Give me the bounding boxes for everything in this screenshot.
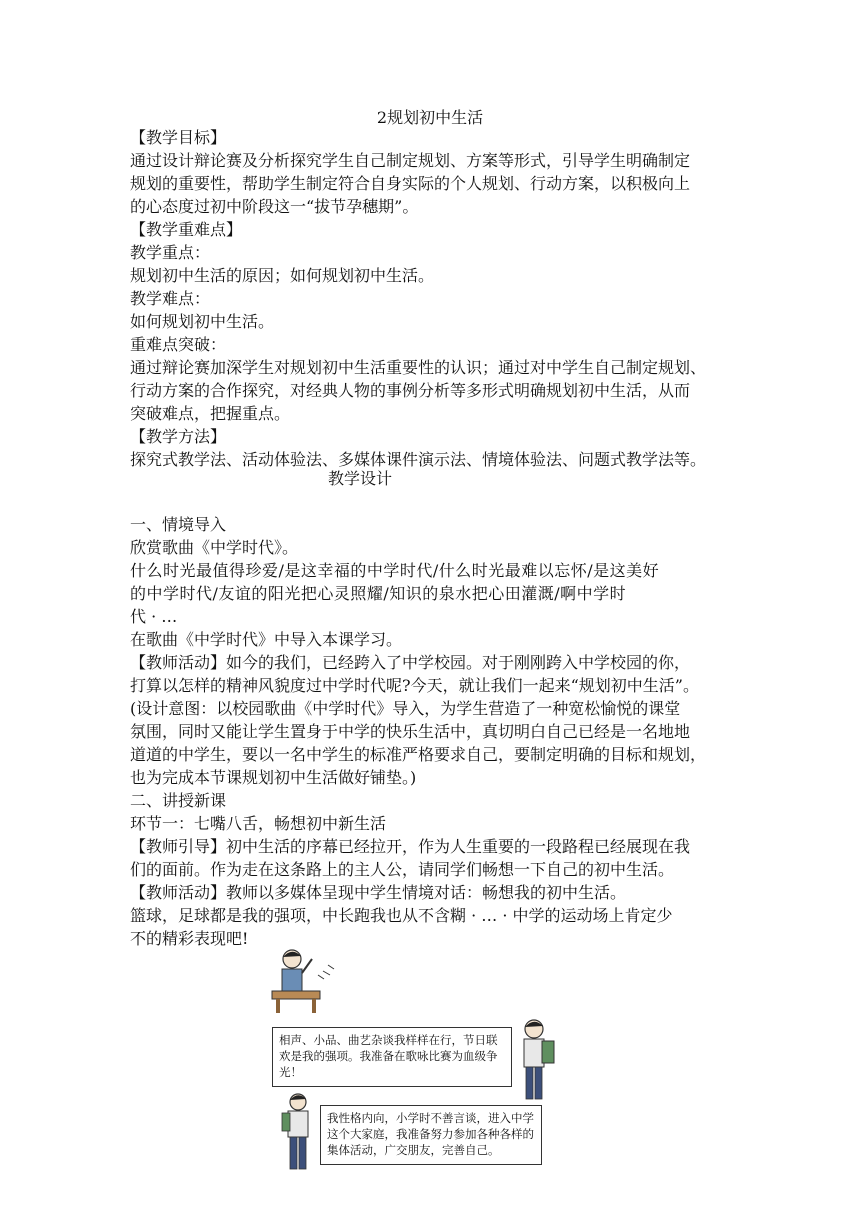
speech-bubble-performer: 相声、小品、曲艺杂谈我样样在行，节日联欢是我的强项。我准备在歌咏比赛为血级争光！ xyxy=(272,1027,512,1087)
text-line: 篮球，足球都是我的强项，中长跑我也从不含糊 · … · 中学的运动场上肯定少 xyxy=(130,906,673,925)
text-line: 道道的中学生，要以一名中学生的标准严格要求自己，要制定明确的目标和规划， xyxy=(130,745,707,764)
student-at-desk-figure xyxy=(268,945,348,1017)
text-line: 一、情境导入 xyxy=(130,515,227,534)
text-line: 欣赏歌曲《中学时代》。 xyxy=(130,538,299,557)
text-line: 的中学时代/友谊的阳光把心灵照耀/知识的泉水把心田灌溉/啊中学时 xyxy=(130,584,627,603)
text-line: 也为完成本节课规划初中生活做好铺垫。) xyxy=(130,768,417,787)
text-line: 代 · … xyxy=(130,607,178,626)
student-dialogue-illustration xyxy=(262,945,562,1175)
text-line: 【教师活动】教师以多媒体呈现中学生情境对话：畅想我的初中生活。 xyxy=(130,883,627,902)
text-line: 规划初中生活的原因；如何规划初中生活。 xyxy=(130,266,435,285)
text-line: (设计意图：以校园歌曲《中学时代》导入，为学生营造了一种宽松愉悦的课堂 xyxy=(130,699,681,718)
text-line: 突破难点，把握重点。 xyxy=(130,404,291,423)
teaching-goals-block xyxy=(130,126,750,471)
text-line: 教学难点： xyxy=(130,289,211,308)
text-line: 【教学方法】 xyxy=(130,427,227,446)
section-heading-design: 教学设计 xyxy=(327,469,392,488)
text-line: 通过设计辩论赛及分析探究学生自己制定规划、方案等形式，引导学生明确制定 xyxy=(130,151,691,170)
student-standing-figure xyxy=(278,1091,322,1177)
text-line: 重难点突破： xyxy=(130,335,227,354)
text-line: 不的精彩表现吧! xyxy=(130,929,249,948)
teaching-design-block xyxy=(130,513,750,950)
text-line: 教学重点： xyxy=(130,243,211,262)
text-line: 环节一：七嘴八舌，畅想初中新生活 xyxy=(130,814,387,833)
text-line: 探究式教学法、活动体验法、多媒体课件演示法、情境体验法、问题式教学法等。 xyxy=(130,450,707,469)
student-with-backpack-figure xyxy=(514,1017,562,1107)
text-line: 打算以怎样的精神风貌度过中学时代呢?今天，就让我们一起来“规划初中生活”。 xyxy=(130,676,699,695)
speech-bubble-introvert: 我性格内向，小学时不善言谈，进入中学这个大家庭，我准备努力参加各种各样的集体活动，广交朋友，完善自己。 xyxy=(320,1105,542,1165)
text-line: 们的面前。作为走在这条路上的主人公，请同学们畅想一下自己的初中生活。 xyxy=(130,860,675,879)
text-line: 二、讲授新课 xyxy=(130,791,227,810)
text-line: 的心态度过初中阶段这一“拔节孕穗期”。 xyxy=(130,197,419,216)
text-line: 规划的重要性，帮助学生制定符合自身实际的个人规划、行动方案，以积极向上 xyxy=(130,174,691,193)
text-line: 【教师引导】初中生活的序幕已经拉开，作为人生重要的一段路程已经展现在我 xyxy=(130,837,691,856)
text-line: 【教学目标】 xyxy=(130,128,227,147)
text-line: 如何规划初中生活。 xyxy=(130,312,275,331)
text-line: 行动方案的合作探究，对经典人物的事例分析等多形式明确规划初中生活，从而 xyxy=(130,381,691,400)
document-title: 2规划初中生活 xyxy=(376,108,484,127)
text-line: 通过辩论赛加深学生对规划初中生活重要性的认识；通过对中学生自己制定规划、 xyxy=(130,358,707,377)
text-line: 氛围，同时又能让学生置身于中学的快乐生活中，真切明白自己已经是一名地地 xyxy=(130,722,691,741)
text-line: 在歌曲《中学时代》中导入本课学习。 xyxy=(130,630,403,649)
text-line: 什么时光最值得珍爱/是这幸福的中学时代/什么时光最难以忘怀/是这美好 xyxy=(130,561,660,580)
text-line: 【教学重难点】 xyxy=(130,220,243,239)
text-line: 【教师活动】如今的我们，已经跨入了中学校园。对于刚刚跨入中学校园的你， xyxy=(130,653,691,672)
